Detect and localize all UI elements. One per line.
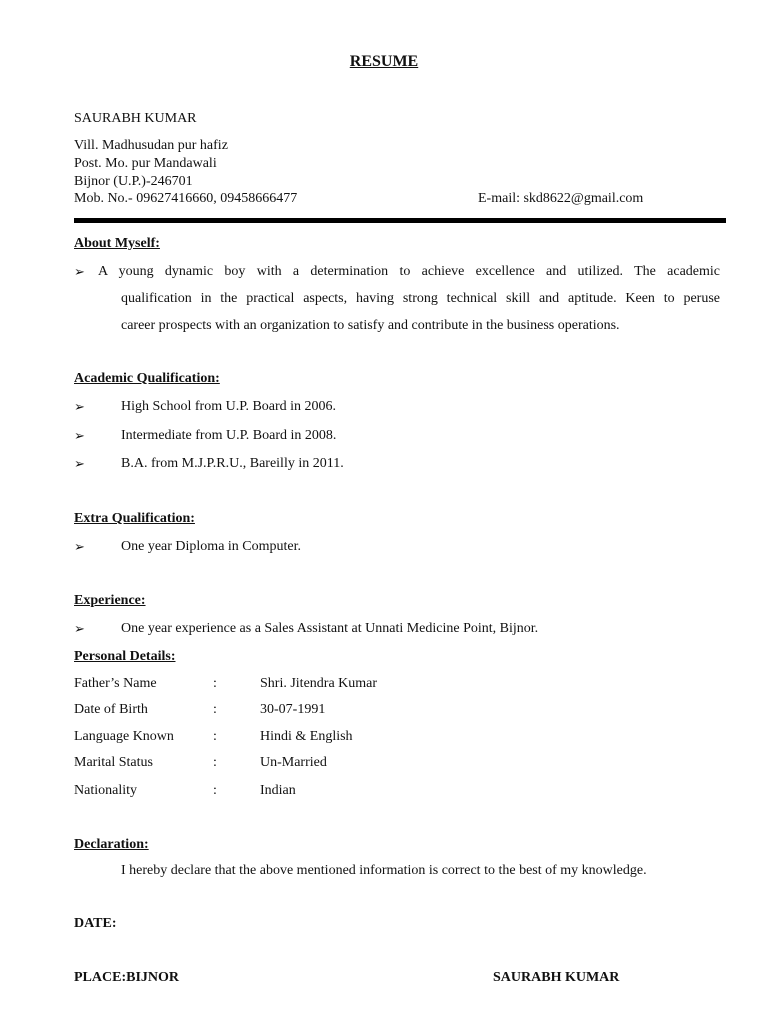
personal-label: Language Known: [74, 729, 174, 744]
address-line-1: Vill. Madhusudan pur hafiz: [74, 138, 228, 153]
personal-separator: :: [213, 729, 217, 744]
arrow-bullet-icon: ➢: [74, 428, 85, 443]
personal-label: Marital Status: [74, 755, 153, 770]
personal-value: Indian: [260, 783, 296, 798]
personal-label: Nationality: [74, 783, 137, 798]
personal-label: Father’s Name: [74, 676, 157, 691]
page-title: RESUME: [349, 53, 419, 70]
about-line-2: qualification in the practical aspects, having strong technical skill and aptitude. Keen to peruse: [121, 291, 720, 306]
academic-heading: Academic Qualification:: [74, 371, 220, 386]
signature-name: SAURABH KUMAR: [493, 970, 620, 985]
declaration-text: I hereby declare that the above mentioned information is correct to the best of my knowledge.: [121, 863, 647, 878]
about-line-3: career prospects with an organization to satisfy and contribute in the business operations.: [121, 318, 620, 333]
extra-heading: Extra Qualification:: [74, 511, 195, 526]
arrow-bullet-icon: ➢: [74, 456, 85, 471]
email-address: E-mail: skd8622@gmail.com: [478, 191, 644, 206]
arrow-bullet-icon: ➢: [74, 539, 85, 554]
about-line-1: A young dynamic boy with a determination to achieve excellence and utilized. The academic: [98, 264, 720, 279]
experience-item: One year experience as a Sales Assistant at Unnati Medicine Point, Bijnor.: [121, 621, 539, 636]
date-label: DATE:: [74, 916, 117, 931]
address-line-3: Bijnor (U.P.)-246701: [74, 174, 193, 189]
arrow-bullet-icon: ➢: [74, 399, 85, 414]
header-divider: [74, 218, 726, 223]
personal-label: Date of Birth: [74, 702, 148, 717]
personal-value: Hindi & English: [260, 729, 353, 744]
personal-separator: :: [213, 783, 217, 798]
personal-separator: :: [213, 702, 217, 717]
personal-heading: Personal Details:: [74, 649, 176, 664]
academic-item: High School from U.P. Board in 2006.: [121, 399, 337, 414]
personal-separator: :: [213, 755, 217, 770]
mobile-numbers: Mob. No.- 09627416660, 09458666477: [74, 191, 298, 206]
place-label: PLACE:BIJNOR: [74, 970, 180, 985]
extra-item: One year Diploma in Computer.: [121, 539, 302, 554]
personal-value: Un-Married: [260, 755, 327, 770]
personal-separator: :: [213, 676, 217, 691]
personal-value: 30-07-1991: [260, 702, 326, 717]
personal-value: Shri. Jitendra Kumar: [260, 676, 378, 691]
address-line-2: Post. Mo. pur Mandawali: [74, 156, 217, 171]
academic-item: Intermediate from U.P. Board in 2008.: [121, 428, 337, 443]
arrow-bullet-icon: ➢: [74, 264, 85, 279]
experience-heading: Experience:: [74, 593, 146, 608]
academic-item: B.A. from M.J.P.R.U., Bareilly in 2011.: [121, 456, 344, 471]
applicant-name: SAURABH KUMAR: [74, 111, 197, 126]
arrow-bullet-icon: ➢: [74, 621, 85, 636]
declaration-heading: Declaration:: [74, 837, 149, 852]
about-heading: About Myself:: [74, 236, 160, 251]
